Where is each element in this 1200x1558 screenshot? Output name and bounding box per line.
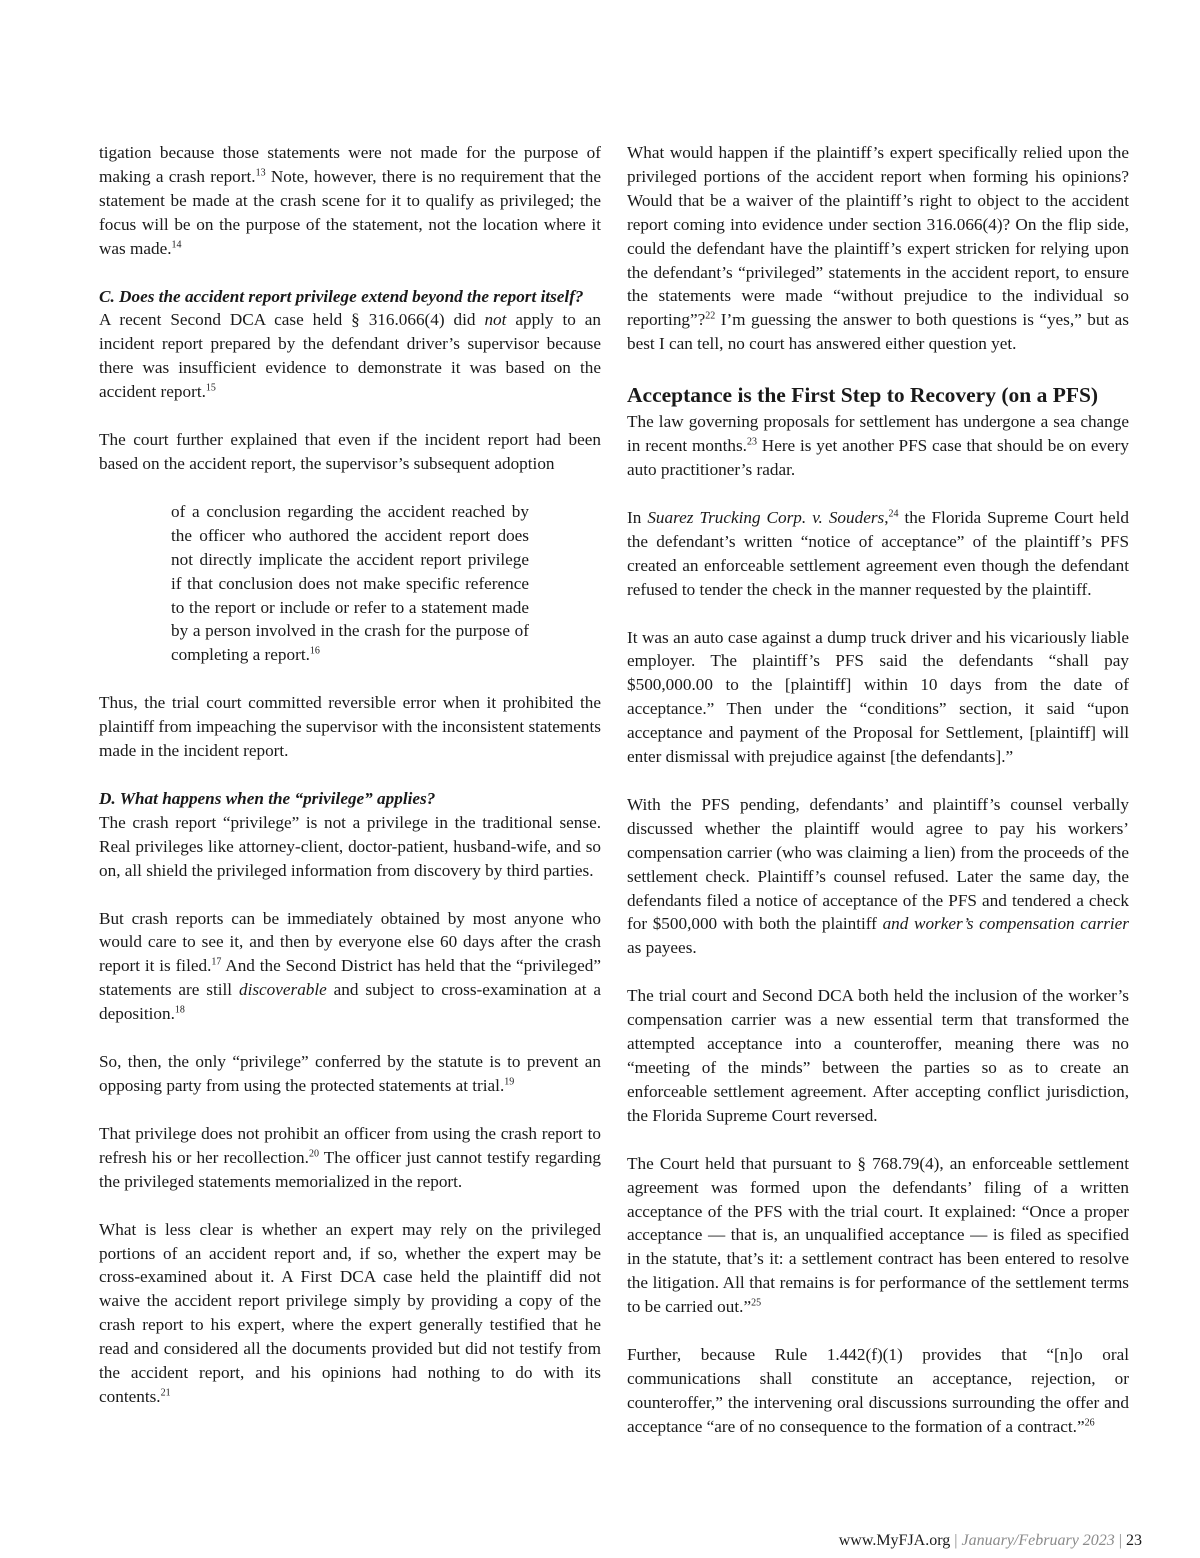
paragraph: It was an auto case against a dump truck driver and his vicariously liable employer. The plaintiff’s PFS said the defendants “shall pay $500,000.00 to the [plaintiff] within 10 days from the date of acceptance.” Then under the “conditions” section, it said “upon acceptance and payment of the Proposal for Settlement, [plaintiff] will enter dismissal with prejudice against [the defendants].” xyxy=(627,627,1129,767)
right-column xyxy=(627,141,1129,1439)
footnote-ref[interactable]: 13 xyxy=(255,167,266,179)
section-heading: Acceptance is the First Step to Recovery (on a PFS) xyxy=(627,383,1099,408)
footnote-ref[interactable]: 17 xyxy=(211,956,222,968)
paragraph: With the PFS pending, defendants’ and plaintiff’s counsel verbally discussed whether the plaintiff would agree to pay his workers’ compensation carrier (who was claiming a lien) from the proceeds of the settlement check. Plaintiff’s counsel refused. Later the same day, the defendants filed a notice of acceptance of the PFS and tendered a check for $500,000 with both the plaintiff and worker’s compensation carrier as payees. xyxy=(627,794,1129,958)
page-number: 23 xyxy=(1126,1532,1142,1549)
issue-date: January/February 2023 xyxy=(961,1532,1115,1549)
subheading-c: C. Does the accident report privilege extend beyond the report itself? xyxy=(99,286,584,306)
paragraph: Thus, the trial court committed reversible error when it prohibited the plaintiff from impeaching the supervisor with the inconsistent statements made in the incident report. xyxy=(99,693,601,761)
paragraph: The trial court and Second DCA both held the inclusion of the worker’s compensation carrier was a new essential term that transformed the attempted acceptance into a counteroffer, meaning there was no “meeting of the minds” between the parties so as to create an enforceable settlement agreement. After accepting conflict jurisdiction, the Florida Supreme Court reversed. xyxy=(627,986,1129,1125)
footnote-ref[interactable]: 18 xyxy=(174,1004,185,1016)
footnote-ref[interactable]: 21 xyxy=(160,1387,171,1399)
paragraph: The law governing proposals for settlement has undergone a sea change in recent months.$^{23}$ Here is yet another PFS case that should be on every auto practitioner’s radar. xyxy=(627,412,1129,479)
footnote-ref[interactable]: 16 xyxy=(309,645,320,657)
footnote-ref[interactable]: 24 xyxy=(888,508,899,520)
paragraph: A recent Second DCA case held § 316.066(4) did not apply to an incident report prepared by the defendant driver’s supervisor because there was insufficient evidence to demonstrate it was based on the accident report.$^{15}$ xyxy=(99,310,601,402)
paragraph: The Court held that pursuant to § 768.79(4), an enforceable settlement agreement was formed upon the defendants’ filing of a written acceptance of the PFS with the trial court. It explained: “Once a proper acceptance — that is, an unqualified acceptance — is filed as specified in the statute, that’s it: a settlement contract has been entered to resolve the litigation. All that remains is for performance of the settlement terms to be carried out.”$^{25}$ xyxy=(627,1153,1129,1317)
footnote-ref[interactable]: 20 xyxy=(308,1148,319,1160)
footnote-ref[interactable]: 25 xyxy=(751,1297,762,1309)
block-quote: of a conclusion regarding the accident reached by the officer who authored the accident report does not directly implicate the accident report privilege if that conclusion does not make specific reference to the report or include or refer to a statement made by a person involved in the crash for the purpose of completing a report.$^{16}$ xyxy=(171,501,529,665)
footnote-ref[interactable]: 15 xyxy=(205,382,216,394)
footnote-ref[interactable]: 19 xyxy=(504,1076,515,1088)
paragraph: The crash report “privilege” is not a privilege in the traditional sense. Real privileges like attorney-client, doctor-patient, husband-wife, and so on, all shield the privileged information from discovery by third parties. xyxy=(99,812,601,880)
footnote-ref[interactable]: 14 xyxy=(171,238,182,250)
paragraph: But crash reports can be immediately obtained by most anyone who would care to see it, and then by everyone else 60 days after the crash report it is filed.$^{17}$ And the Second District has held that the “privileged” statements are still discoverable and subject to cross-examination at a deposition.$^{18}$ xyxy=(99,908,601,1024)
page-footer xyxy=(839,1532,1142,1550)
paragraph: What is less clear is whether an expert may rely on the privileged portions of an accident report and, if so, whether the expert may be cross-examined about it. A First DCA case held the plaintiff did not waive the accident report privilege simply by providing a copy of the crash report to his expert, where the expert generally testified that he read and considered all the documents provided but did not testify from the accident report, and his opinions had nothing to do with its contents.$^{21}$ xyxy=(99,1219,601,1406)
paragraph: The court further explained that even if the incident report had been based on the accident report, the supervisor’s subsequent adoption xyxy=(99,430,601,473)
paragraph: Further, because Rule 1.442(f)(1) provides that “[n]o oral communications shall constitute an acceptance, rejection, or counteroffer,” the intervening oral discussions surrounding the offer and acceptance “are of no consequence to the formation of a contract.”$^{26}$ xyxy=(627,1345,1129,1436)
case-name: Suarez Trucking Corp. v. Souders xyxy=(647,507,885,527)
paragraph: What would happen if the plaintiff’s expert specifically relied upon the privileged portions of the accident report when forming his opinions? Would that be a waiver of the plaintiff’s right to object to the accident report coming into evidence under section 316.066(4)? On the flip side, could the defendant have the plaintiff’s expert stricken for relying upon the defendant’s “privileged” statements in the accident report, to ensure the statements were made “without prejudice to the individual so reporting”?$^{22}$ I’m guessing the answer to both questions is “yes,” but as best I can tell, no court has answered either question yet. xyxy=(627,143,1129,354)
footer-separator: | xyxy=(1118,1532,1122,1549)
footnote-ref[interactable]: 26 xyxy=(1084,1417,1095,1429)
site-link[interactable]: www.MyFJA.org xyxy=(838,1532,951,1549)
footer-separator: | xyxy=(954,1532,958,1549)
paragraph: tigation because those statements were not made for the purpose of making a crash report.$^{13}$ Note, however, there is no requirement that the statement be made at the crash scene for it to qualify as privileged; the focus will be on the purpose of the statement, not the location where it was made.$^{14}$ xyxy=(99,143,601,258)
subheading-d: D. What happens when the “privilege” applies? xyxy=(99,788,436,808)
paragraph: So, then, the only “privilege” conferred by the statute is to prevent an opposing party from using the protected statements at trial.$^{19}$ xyxy=(99,1052,601,1095)
footnote-ref[interactable]: 23 xyxy=(746,436,757,448)
paragraph: That privilege does not prohibit an officer from using the crash report to refresh his or her recollection.$^{20}$ The officer just cannot testify regarding the privileged statements memorialized in the report. xyxy=(99,1123,602,1191)
paragraph: In Suarez Trucking Corp. v. Souders,$^{24}$ the Florida Supreme Court held the defendant’s written “notice of acceptance” of the plaintiff’s PFS created an enforceable settlement agreement even though the defendant refused to tender the check in the manner requested by the plaintiff. xyxy=(627,507,1129,599)
footnote-ref[interactable]: 22 xyxy=(705,310,716,322)
left-column xyxy=(99,141,601,1409)
